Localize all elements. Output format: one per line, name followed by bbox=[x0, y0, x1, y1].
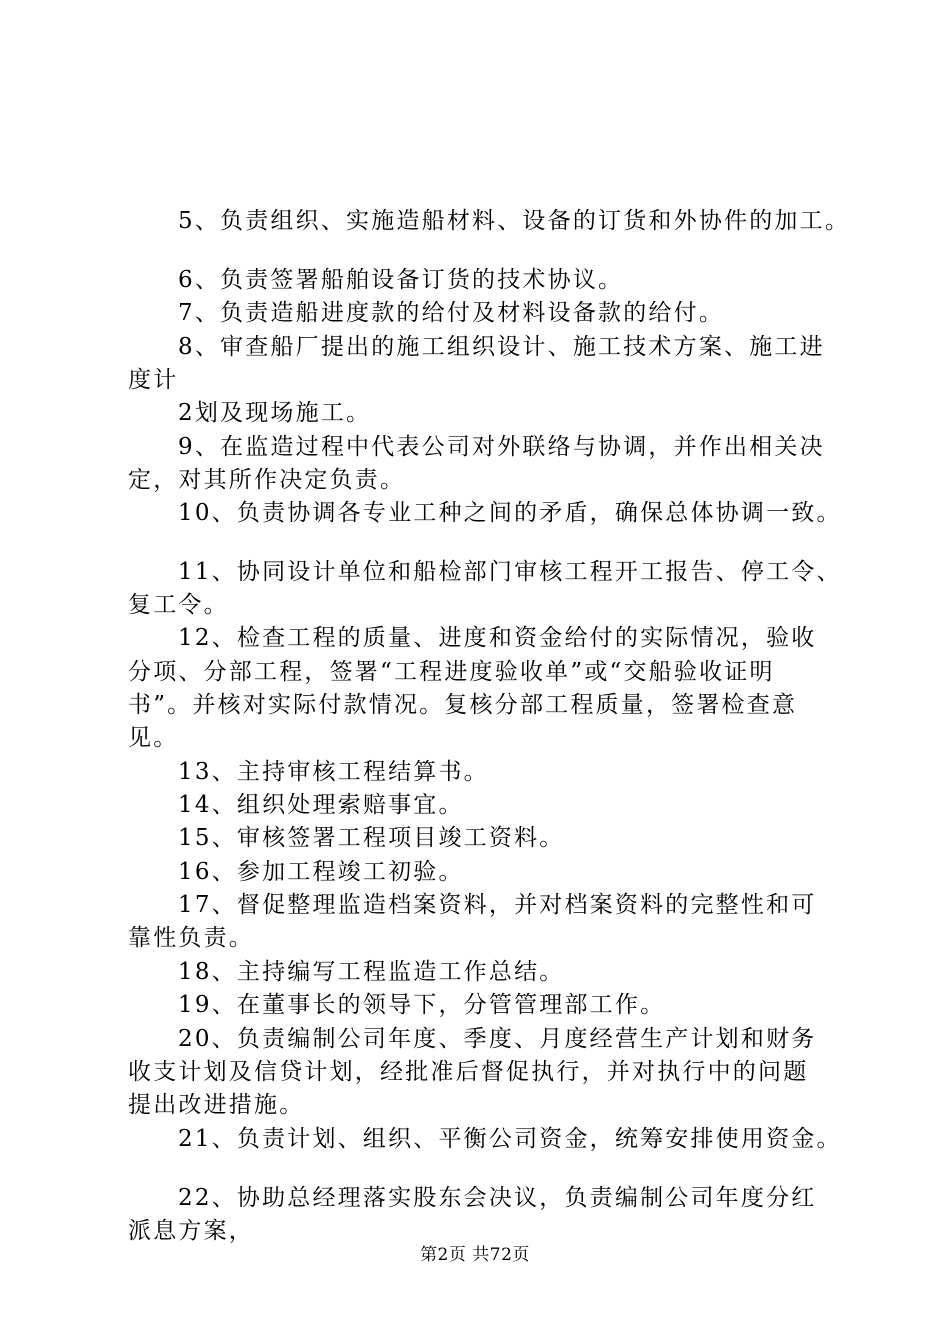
paragraph-line: 派息方案， bbox=[128, 1218, 254, 1244]
paragraph-line: 20、负责编制公司年度、季度、月度经营生产计划和财务 bbox=[178, 1026, 817, 1052]
paragraph-line: 16、参加工程竣工初验。 bbox=[178, 859, 464, 885]
paragraph-line: 21、负责计划、组织、平衡公司资金，统筹安排使用资金。 bbox=[178, 1126, 842, 1152]
paragraph-line: 收支计划及信贷计划，经批准后督促执行，并对执行中的问题 bbox=[128, 1059, 809, 1085]
paragraph-line: 提出改进措施。 bbox=[128, 1092, 305, 1118]
paragraph-line: 19、在董事长的领导下，分管管理部工作。 bbox=[178, 992, 666, 1018]
page-number-footer: 第2页 共72页 bbox=[420, 1245, 530, 1265]
paragraph-line: 7、负责造船进度款的给付及材料设备款的给付。 bbox=[178, 300, 725, 326]
paragraph-line: 度计 bbox=[128, 367, 179, 393]
paragraph-line: 9、在监造过程中代表公司对外联络与协调，并作出相关决 bbox=[178, 434, 825, 460]
paragraph-line: 22、协助总经理落实股东会决议，负责编制公司年度分红 bbox=[178, 1185, 817, 1211]
paragraph-line: 12、检查工程的质量、进度和资金给付的实际情况，验收 bbox=[178, 625, 817, 651]
paragraph-line: 15、审核签署工程项目竣工资料。 bbox=[178, 825, 565, 851]
paragraph-line: 定，对其所作决定负责。 bbox=[128, 467, 406, 493]
paragraph-line: 2划及现场施工。 bbox=[178, 400, 372, 426]
paragraph-line: 17、督促整理监造档案资料，并对档案资料的完整性和可 bbox=[178, 892, 817, 918]
paragraph-line: 8、审查船厂提出的施工组织设计、施工技术方案、施工进 bbox=[178, 334, 825, 360]
paragraph-line: 5、负责组织、实施造船材料、设备的订货和外协件的加工。 bbox=[178, 208, 851, 234]
paragraph-line: 10、负责协调各专业工种之间的矛盾，确保总体协调一致。 bbox=[178, 500, 842, 526]
paragraph-line: 见。 bbox=[128, 725, 179, 751]
paragraph-line: 书”。并核对实际付款情况。复核分部工程质量，签署检查意 bbox=[128, 692, 798, 718]
paragraph-line: 18、主持编写工程监造工作总结。 bbox=[178, 959, 565, 985]
paragraph-line: 分项、分部工程，签署“工程进度验收单”或“交船验收证明 bbox=[128, 659, 775, 685]
paragraph-line: 复工令。 bbox=[128, 592, 229, 618]
paragraph-line: 11、协同设计单位和船检部门审核工程开工报告、停工令、 bbox=[178, 559, 842, 585]
paragraph-line: 6、负责签署船舶设备订货的技术协议。 bbox=[178, 267, 624, 293]
paragraph-line: 14、组织处理索赔事宜。 bbox=[178, 792, 464, 818]
paragraph-line: 靠性负责。 bbox=[128, 925, 254, 951]
paragraph-line: 13、主持审核工程结算书。 bbox=[178, 759, 489, 785]
